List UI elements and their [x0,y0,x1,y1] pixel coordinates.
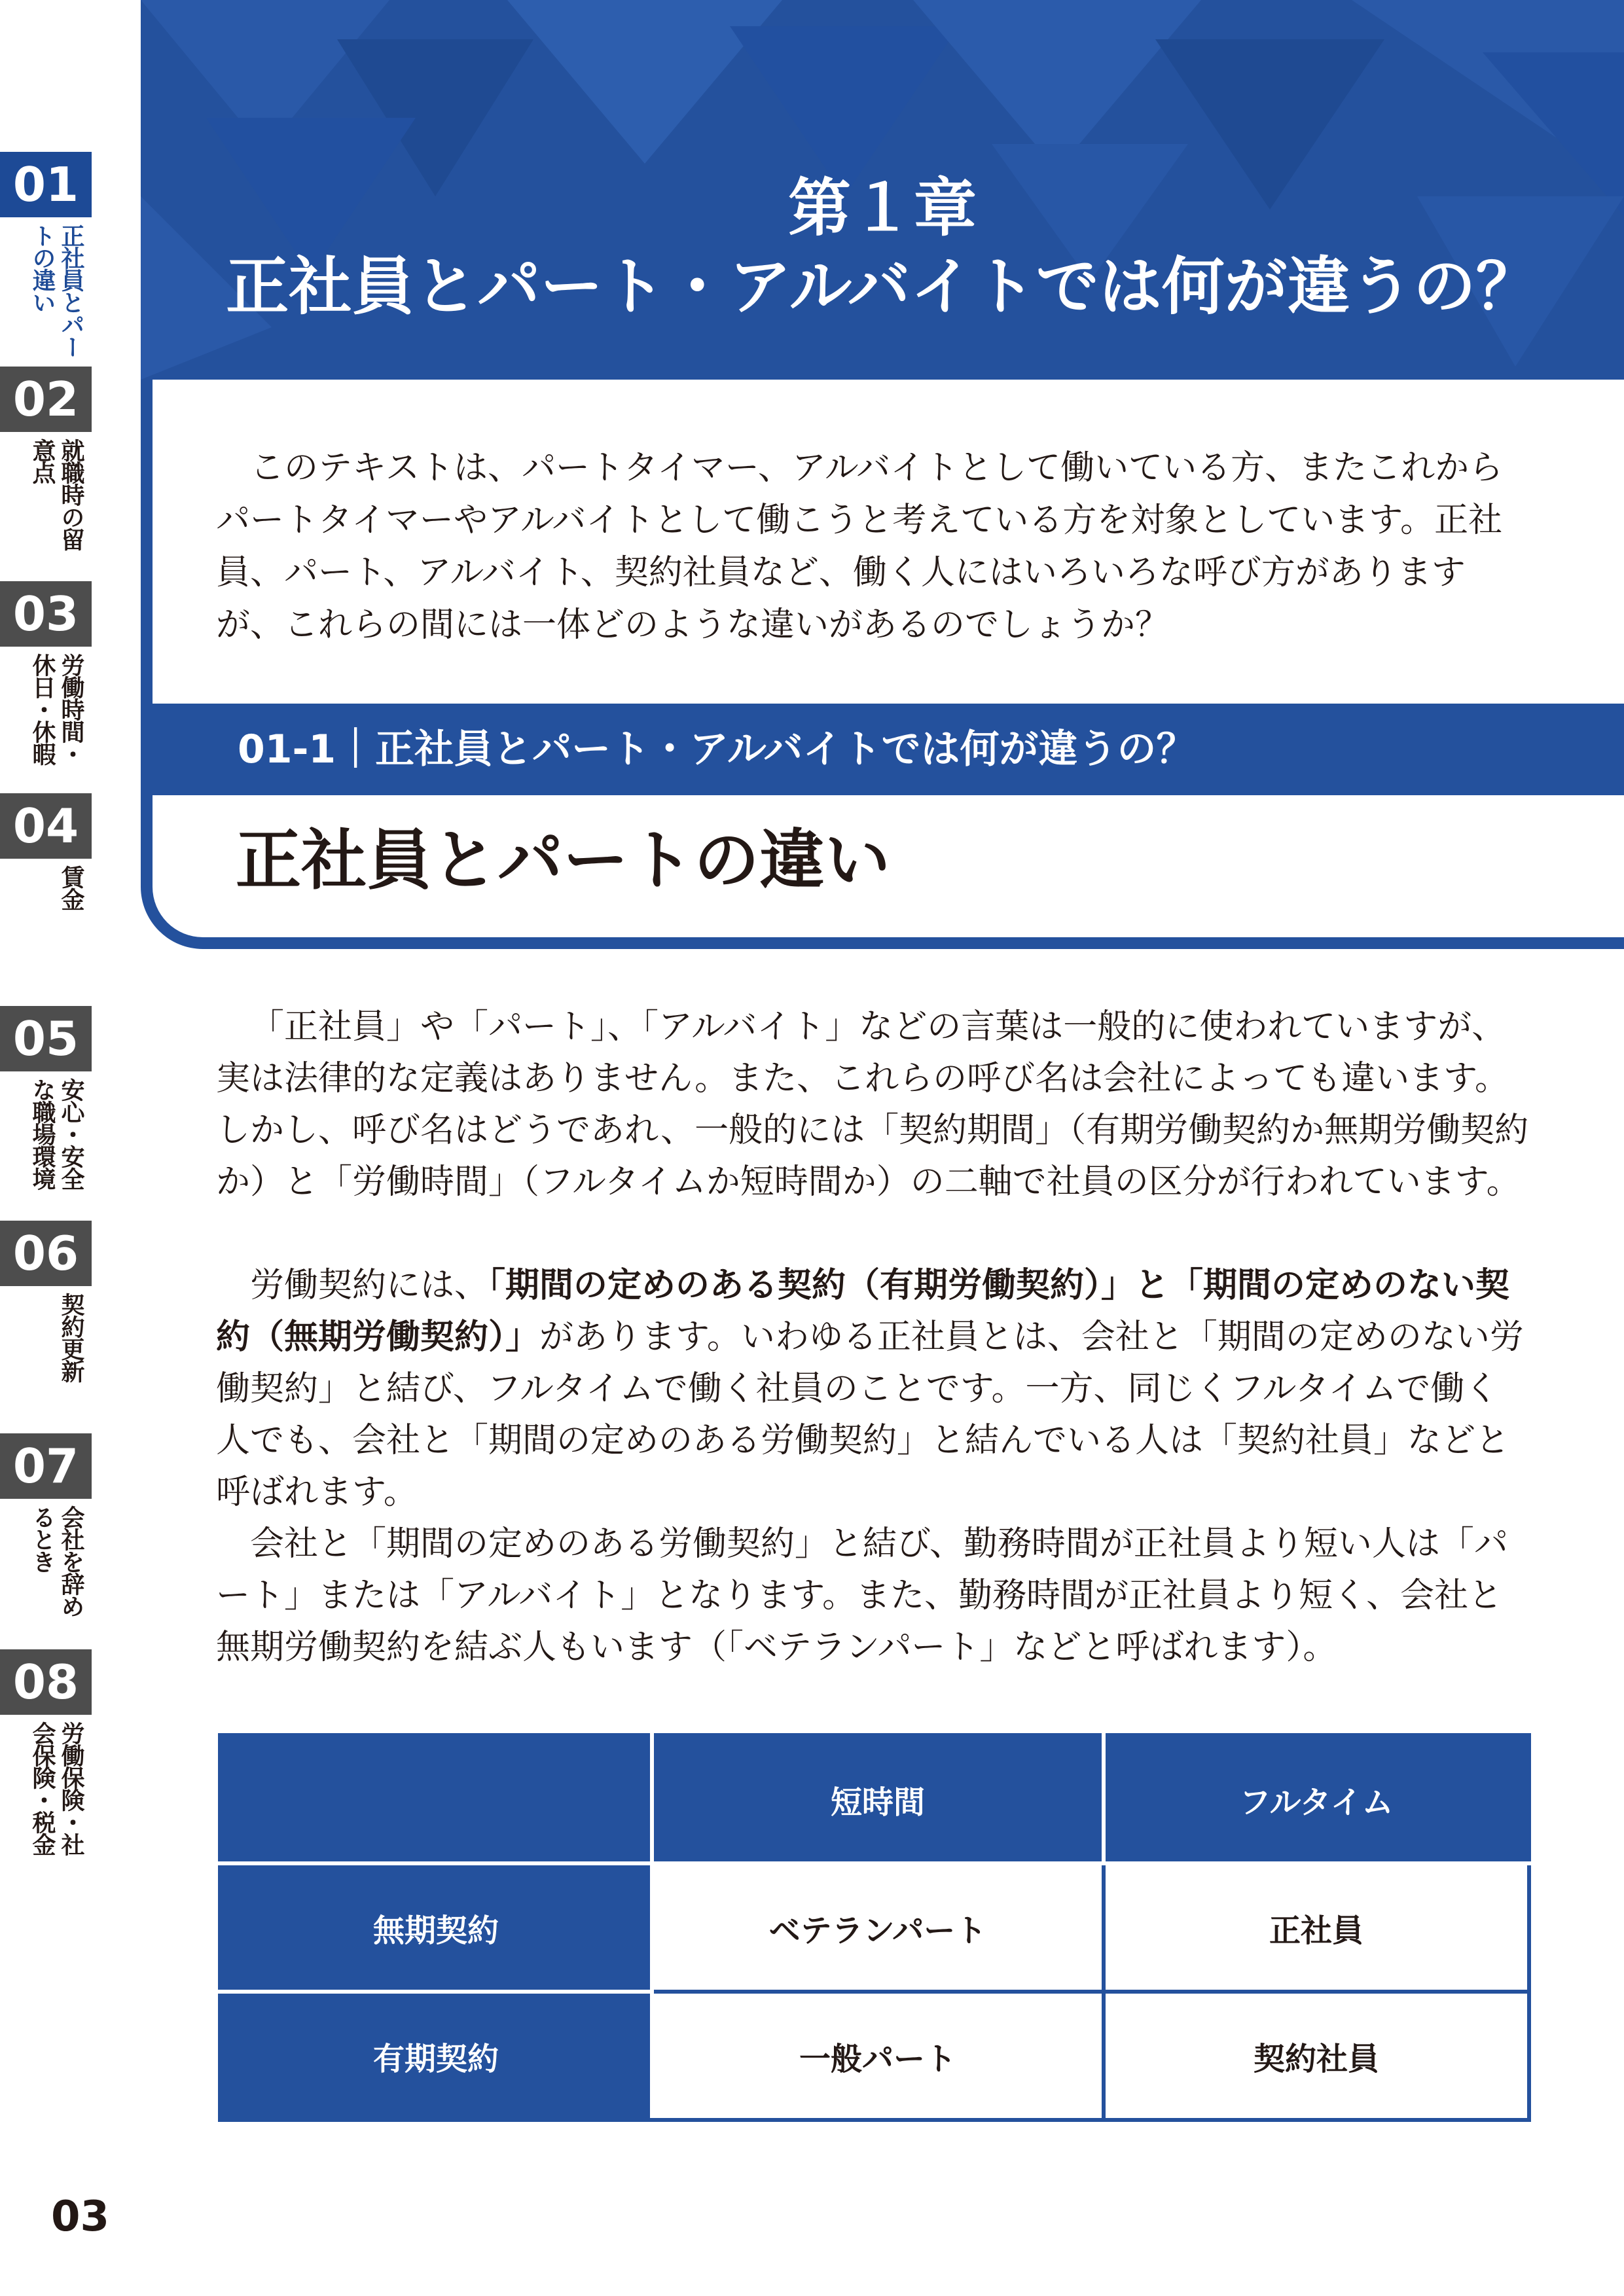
row-header-indefinite: 無期契約 [220,1863,652,1992]
tab-label: 安心・安全な職場環境 [29,1078,84,1189]
p2-pre: 労働契約には、 [250,1266,489,1305]
chapter-header [141,0,1624,380]
tab-number: 03 [0,581,92,647]
section-bar [153,704,1624,795]
section-heading: 正社員とパートの違い [236,822,890,899]
page-number: 03 [51,2193,110,2241]
tab-number: 08 [0,1649,92,1715]
p2-post: があります。いわゆる正社員とは、会社と「期間の定めのない労働契約」と結び、フルタイムで働く社員のことです。一方、同じくフルタイムで働く人でも、会社と「期間の定めのある労働契約」と結んでいる人は「契約社員」などと呼ばれます。 [216,1318,1524,1512]
row-header-fixed-term: 有期契約 [220,1992,652,2120]
tab-label: 契約更新 [58,1293,84,1382]
table-cell: ベテランパート [652,1863,1104,1992]
table-row [220,1992,1529,2120]
side-tab-04[interactable] [0,793,92,990]
tab-number: 01 [0,152,92,217]
side-tab-01[interactable] [0,152,92,361]
column-header-short-time: 短時間 [652,1735,1104,1863]
body-paragraph-1: 「正社員」や「パート」、「アルバイト」などの言葉は一般的に使われていますが、実は法律的な定義はありません。また、これらの呼び名は会社によっても違います。しかし、呼び名はどうであれ、一般的には「契約期間」（有期労働契約か無期労働契約か）と「労働時間」（フルタイムか短時間か）の二軸で社員の区分が行われています。 [216,1007,1529,1202]
side-tab-08[interactable] [0,1649,92,1872]
section-label: 01-1｜正社員とパート・アルバイトでは何が違うの？ [238,726,1196,772]
chapter-title: 正社員とパート・アルバイトでは何が違うの？ [226,250,1539,323]
intro-paragraph: このテキストは、パートタイマー、アルバイトとして働いている方、またこれからパートタイマーやアルバイトとして働こうと考えている方を対象としています。正社員、パート、アルバイト、契約社員など、働く人にはいろいろな呼び方がありますが、これらの間には一体どのような違いがあるのでしょうか？ [216,448,1504,645]
body-paragraph-2 [216,1260,1532,1518]
table-cell: 一般パート [652,1992,1104,2120]
table-row [220,1863,1529,1992]
side-tab-05[interactable] [0,1006,92,1202]
body-paragraph-3: 会社と「期間の定めのある労働契約」と結び、勤務時間が正社員より短い人は「パート」または「アルバイト」となります。また、勤務時間が正社員より短く、会社と無期労働契約を結ぶ人もいます（「ベテランパート」などと呼ばれます）。 [216,1524,1508,1667]
tab-number: 06 [0,1221,92,1286]
tab-label: 会社を辞めるとき [29,1505,84,1617]
tab-label: 労働保険・社会保険・税金 [29,1721,84,1855]
p2-bold: 「期間の定めのある契約（有期労働契約）」と「期間の定めのない契約（無期労働契約）」 [216,1266,1510,1357]
tab-number: 07 [0,1433,92,1499]
tab-label: 就職時の留意点 [29,439,84,550]
tab-label: 正社員とパートの違い [29,224,84,357]
tab-label: 労働時間・休日・休暇 [29,653,84,764]
chapter-number: 第１章 [788,171,977,245]
tab-number: 04 [0,793,92,859]
table-header-row [220,1735,1529,1863]
side-tab-03[interactable] [0,581,92,778]
table-cell: 正社員 [1104,1863,1529,1992]
tab-number: 02 [0,367,92,432]
tab-number: 05 [0,1006,92,1071]
table-corner [220,1735,652,1863]
side-tab-02[interactable] [0,367,92,563]
column-header-full-time: フルタイム [1104,1735,1529,1863]
side-tab-06[interactable] [0,1221,92,1417]
side-tab-07[interactable] [0,1433,92,1630]
table-cell: 契約社員 [1104,1992,1529,2120]
employment-type-table [218,1733,1531,2122]
tab-label: 賃金 [58,865,84,910]
